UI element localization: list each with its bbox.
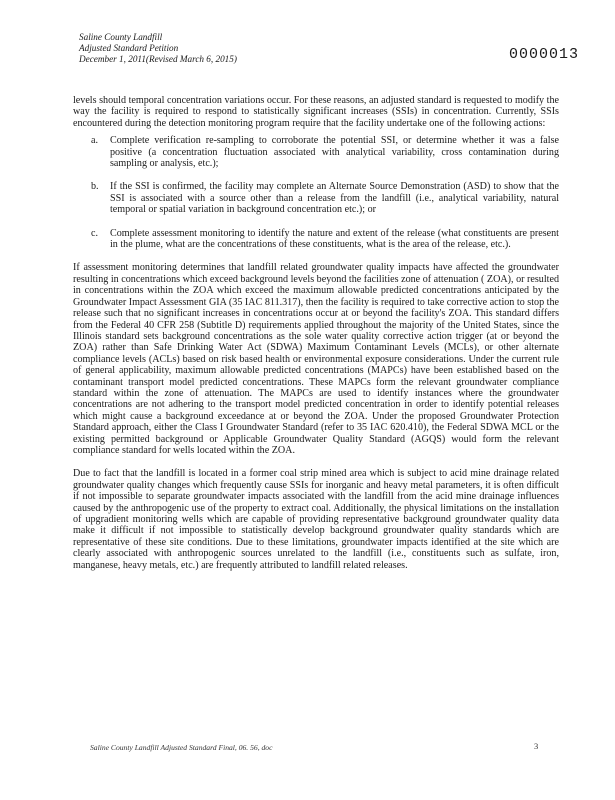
- list-item: [73, 181, 559, 215]
- list-item: [73, 228, 559, 251]
- list-item: [73, 135, 559, 169]
- paragraph-assessment-monitoring: If assessment monitoring determines that landfill related groundwater quality impacts have affected the groundwater resulting in concentrations which exceed background levels beyond the facilities zone of attenuation ( ZOA), or resulted in concentrations within the ZOA which exceed the maximum allowable predicted concentrations anticipated by the Groundwater Impact Assessment GIA (35 IAC 811.317), then the facility is required to take corrective action to stop the release such that no significant increases in concentrations occur at or beyond the facility's ZOA. This standard differs from the Federal 40 CFR 258 (Subtitle D) requirements applied throughout the majority of the United States, since the Illinois standard sets background concentrations as the sole water quality corrective action trigger (at or beyond the ZOA) rather than Safe Drinking Water Act (SDWA) Maximum Contaminant Levels (MCLs), or other alternate compliance levels (ACLs) based on risk based health or environmental exposure considerations. Under the current rule of general applicability, maximum allowable predicted concentrations (MAPCs) have been established based on the contaminant transport model predicted concentrations. These MAPCs form the relevant groundwater compliance standard within the zone of attenuation. The MAPCs are used to identify instances where the groundwater concentrations are not adhering to the transport model predicted concentration in order to identify potential releases which might cause a background exceedance at or beyond the ZOA. Under the proposed Groundwater Protection Standard approach, either the Class I Groundwater Standard (refer to 35 IAC 620.410), the Federal SDWA MCL or the existing permitted background or Applicable Groundwater Quality Standard (AGQS) would form the relevant compliance standard for wells located within the ZOA.: [73, 262, 559, 456]
- list-item-text: If the SSI is confirmed, the facility may complete an Alternate Source Demonstration (ASD) to show that the SSI is associated with a source other than a release from the landfill (i.e., analytical variability, natural temporal or spatial variation in background concentration etc.); or: [110, 181, 559, 216]
- action-list: [73, 135, 559, 250]
- page-footer: Saline County Landfill Adjusted Standard Final, 06. 56, doc: [90, 743, 273, 752]
- paragraph-acid-mine-drainage: Due to fact that the landfill is located in a former coal strip mined area which is subject to acid mine drainage related groundwater quality changes which frequently cause SSIs for inorganic and heavy metal parameters, it is often difficult if not impossible to separate groundwater impacts associated with the landfill from the acid mine drainage influences caused by the anthropogenic use of the property to extract coal. Additionally, the physical limitations on the installation of upgradient monitoring wells which are capable of providing representative background groundwater quality data make it difficult if not impossible to statistically develop background groundwater quality standards which are representative of these site conditions. Due to these limitations, groundwater impacts identified at the site which are clearly associated with anthropogenic sources unrelated to the landfill (i.e., constituents such as sulfate, iron, manganese, heavy metals, etc.) are frequently attributed to landfill related releases.: [73, 468, 559, 571]
- header-line-2: Adjusted Standard Petition: [79, 43, 179, 53]
- list-marker: b.: [91, 181, 99, 193]
- document-body: [73, 95, 559, 571]
- page-header: [79, 32, 237, 65]
- header-line-1: Saline County Landfill: [79, 32, 163, 42]
- list-item-text: Complete assessment monitoring to identify the nature and extent of the release (what constituents are present in the plume, what are the concentrations of these constituents, what is the area of the release, etc.).: [110, 227, 559, 251]
- list-marker: c.: [91, 227, 99, 239]
- list-item-text: Complete verification re-sampling to corroborate the potential SSI, or determine whether it was a false positive (a concentration fluctuation associated with analytical variability, cross contamination during sampling or analysis, etc.);: [110, 135, 559, 170]
- header-line-3: December 1, 2011(Revised March 6, 2015): [79, 54, 237, 64]
- page-number: 3: [534, 741, 539, 751]
- document-number: 0000013: [509, 46, 580, 63]
- intro-paragraph: levels should temporal concentration variations occur. For these reasons, an adjusted standard is requested to modify the way the facility is required to respond to statistically significant increases (SSIs) in concentration. Currently, SSIs encountered during the detection monitoring program require that the facility undertake one of the following actions:: [73, 95, 559, 129]
- list-marker: a.: [91, 135, 99, 147]
